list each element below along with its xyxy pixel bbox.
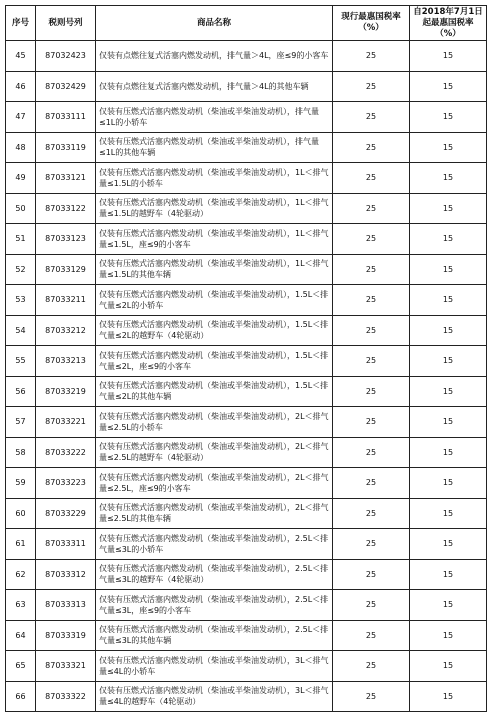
row-code: 87033229 (36, 498, 96, 529)
row-name: 仅装有压燃式活塞内燃发动机（柴油或半柴油发动机），1.5L＜排气量≤2L的小轿车 (96, 285, 333, 316)
row-current-rate: 25 (333, 376, 410, 407)
row-code: 87033121 (36, 163, 96, 194)
table-row (6, 71, 487, 102)
table-row (6, 254, 487, 285)
row-new-rate: 15 (410, 102, 487, 133)
row-current-rate: 25 (333, 651, 410, 682)
row-code: 87033119 (36, 132, 96, 163)
row-name: 仅装有压燃式活塞内燃发动机（柴油或半柴油发动机），2L＜排气量≤2.5L的小轿车 (96, 407, 333, 438)
row-new-rate: 15 (410, 41, 487, 72)
row-name: 仅装有压燃式活塞内燃发动机（柴油或半柴油发动机），1L＜排气量≤1.5L的小轿车 (96, 163, 333, 194)
table-row (6, 193, 487, 224)
table-row (6, 498, 487, 529)
row-name: 仅装有压燃式活塞内燃发动机（柴油或半柴油发动机），1.5L＜排气量≤2L的越野车（4轮驱动） (96, 315, 333, 346)
row-index: 45 (6, 41, 36, 72)
header-row (6, 6, 487, 41)
row-new-rate: 15 (410, 285, 487, 316)
table-row (6, 346, 487, 377)
row-name: 仅装有压燃式活塞内燃发动机（柴油或半柴油发动机），2.5L＜排气量≤3L的其他车辆 (96, 620, 333, 651)
table-row (6, 620, 487, 651)
row-code: 87033321 (36, 651, 96, 682)
header-current-rate: 现行最惠国税率（%） (333, 6, 410, 41)
row-new-rate: 15 (410, 620, 487, 651)
row-new-rate: 15 (410, 163, 487, 194)
table-row (6, 651, 487, 682)
table-row (6, 407, 487, 438)
row-new-rate: 15 (410, 224, 487, 255)
row-new-rate: 15 (410, 71, 487, 102)
row-code: 87033223 (36, 468, 96, 499)
table-row (6, 315, 487, 346)
row-current-rate: 25 (333, 407, 410, 438)
row-name: 仅装有压燃式活塞内燃发动机（柴油或半柴油发动机），2.5L＜排气量≤3L的越野车（4轮驱动） (96, 559, 333, 590)
table-row (6, 529, 487, 560)
row-index: 46 (6, 71, 36, 102)
table-row (6, 468, 487, 499)
row-new-rate: 15 (410, 529, 487, 560)
row-current-rate: 25 (333, 590, 410, 621)
row-index: 55 (6, 346, 36, 377)
row-name: 仅装有压燃式活塞内燃发动机（柴油或半柴油发动机），2L＜排气量≤2.5L的越野车（4轮驱动） (96, 437, 333, 468)
table-row (6, 224, 487, 255)
row-name: 仅装有点燃往复式活塞内燃发动机，排气量＞4L的其他车辆 (96, 71, 333, 102)
row-current-rate: 25 (333, 315, 410, 346)
row-index: 52 (6, 254, 36, 285)
row-code: 87033322 (36, 681, 96, 712)
row-index: 58 (6, 437, 36, 468)
row-current-rate: 25 (333, 163, 410, 194)
row-index: 50 (6, 193, 36, 224)
row-current-rate: 25 (333, 681, 410, 712)
row-code: 87033319 (36, 620, 96, 651)
row-new-rate: 15 (410, 681, 487, 712)
row-name: 仅装有压燃式活塞内燃发动机（柴油或半柴油发动机），1L＜排气量≤1.5L，座≤9的小客车 (96, 224, 333, 255)
row-new-rate: 15 (410, 651, 487, 682)
row-name: 仅装有压燃式活塞内燃发动机（柴油或半柴油发动机），2L＜排气量≤2.5L的其他车辆 (96, 498, 333, 529)
row-current-rate: 25 (333, 285, 410, 316)
row-index: 59 (6, 468, 36, 499)
row-code: 87033221 (36, 407, 96, 438)
table-row (6, 437, 487, 468)
row-current-rate: 25 (333, 254, 410, 285)
row-name: 仅装有压燃式活塞内燃发动机（柴油或半柴油发动机），2L＜排气量≤2.5L，座≤9的小客车 (96, 468, 333, 499)
row-name: 仅装有压燃式活塞内燃发动机（柴油或半柴油发动机），3L＜排气量≤4L的小轿车 (96, 651, 333, 682)
row-new-rate: 15 (410, 559, 487, 590)
row-index: 51 (6, 224, 36, 255)
row-code: 87033312 (36, 559, 96, 590)
row-current-rate: 25 (333, 193, 410, 224)
table-row (6, 590, 487, 621)
row-index: 54 (6, 315, 36, 346)
row-code: 87032423 (36, 41, 96, 72)
row-index: 57 (6, 407, 36, 438)
row-current-rate: 25 (333, 71, 410, 102)
row-new-rate: 15 (410, 193, 487, 224)
row-index: 60 (6, 498, 36, 529)
table-body (6, 41, 487, 712)
row-name: 仅装有压燃式活塞内燃发动机（柴油或半柴油发动机），3L＜排气量≤4L的越野车（4轮驱动） (96, 681, 333, 712)
table-row (6, 102, 487, 133)
table-row (6, 132, 487, 163)
header-name: 商品名称 (96, 6, 333, 41)
row-name: 仅装有压燃式活塞内燃发动机（柴油或半柴油发动机），1.5L＜排气量≤2L，座≤9的小客车 (96, 346, 333, 377)
row-code: 87032429 (36, 71, 96, 102)
row-index: 62 (6, 559, 36, 590)
row-index: 48 (6, 132, 36, 163)
row-current-rate: 25 (333, 346, 410, 377)
table-row (6, 41, 487, 72)
row-name: 仅装有压燃式活塞内燃发动机（柴油或半柴油发动机），1.5L＜排气量≤2L的其他车辆 (96, 376, 333, 407)
table-row (6, 376, 487, 407)
row-name: 仅装有压燃式活塞内燃发动机（柴油或半柴油发动机），1L＜排气量≤1.5L的其他车辆 (96, 254, 333, 285)
row-new-rate: 15 (410, 437, 487, 468)
row-current-rate: 25 (333, 41, 410, 72)
header-index: 序号 (6, 6, 36, 41)
row-code: 87033212 (36, 315, 96, 346)
row-index: 65 (6, 651, 36, 682)
header-code: 税则号列 (36, 6, 96, 41)
table-row (6, 163, 487, 194)
row-current-rate: 25 (333, 224, 410, 255)
row-index: 53 (6, 285, 36, 316)
row-index: 49 (6, 163, 36, 194)
row-name: 仅装有压燃式活塞内燃发动机（柴油或半柴油发动机），2.5L＜排气量≤3L的小轿车 (96, 529, 333, 560)
row-current-rate: 25 (333, 468, 410, 499)
row-current-rate: 25 (333, 498, 410, 529)
table-row (6, 681, 487, 712)
row-new-rate: 15 (410, 376, 487, 407)
row-code: 87033123 (36, 224, 96, 255)
table-row (6, 559, 487, 590)
row-name: 仅装有点燃往复式活塞内燃发动机，排气量＞4L，座≤9的小客车 (96, 41, 333, 72)
row-code: 87033122 (36, 193, 96, 224)
row-index: 61 (6, 529, 36, 560)
row-new-rate: 15 (410, 590, 487, 621)
row-current-rate: 25 (333, 620, 410, 651)
row-code: 87033211 (36, 285, 96, 316)
row-index: 56 (6, 376, 36, 407)
tariff-table (5, 5, 487, 712)
row-name: 仅装有压燃式活塞内燃发动机（柴油或半柴油发动机），排气量≤1L的其他车辆 (96, 132, 333, 163)
row-new-rate: 15 (410, 498, 487, 529)
row-index: 47 (6, 102, 36, 133)
header-new-rate: 自2018年7月1日起最惠国税率（%） (410, 6, 487, 41)
row-code: 87033311 (36, 529, 96, 560)
row-current-rate: 25 (333, 437, 410, 468)
row-code: 87033129 (36, 254, 96, 285)
row-name: 仅装有压燃式活塞内燃发动机（柴油或半柴油发动机），2.5L＜排气量≤3L，座≤9的小客车 (96, 590, 333, 621)
row-new-rate: 15 (410, 315, 487, 346)
row-new-rate: 15 (410, 254, 487, 285)
row-code: 87033222 (36, 437, 96, 468)
row-new-rate: 15 (410, 468, 487, 499)
row-current-rate: 25 (333, 132, 410, 163)
row-new-rate: 15 (410, 407, 487, 438)
table-row (6, 285, 487, 316)
row-current-rate: 25 (333, 559, 410, 590)
row-code: 87033111 (36, 102, 96, 133)
row-name: 仅装有压燃式活塞内燃发动机（柴油或半柴油发动机），1L＜排气量≤1.5L的越野车（4轮驱动） (96, 193, 333, 224)
row-index: 64 (6, 620, 36, 651)
row-code: 87033219 (36, 376, 96, 407)
row-index: 63 (6, 590, 36, 621)
row-new-rate: 15 (410, 346, 487, 377)
row-current-rate: 25 (333, 102, 410, 133)
row-current-rate: 25 (333, 529, 410, 560)
row-new-rate: 15 (410, 132, 487, 163)
row-code: 87033213 (36, 346, 96, 377)
row-index: 66 (6, 681, 36, 712)
row-name: 仅装有压燃式活塞内燃发动机（柴油或半柴油发动机），排气量≤1L的小轿车 (96, 102, 333, 133)
row-code: 87033313 (36, 590, 96, 621)
